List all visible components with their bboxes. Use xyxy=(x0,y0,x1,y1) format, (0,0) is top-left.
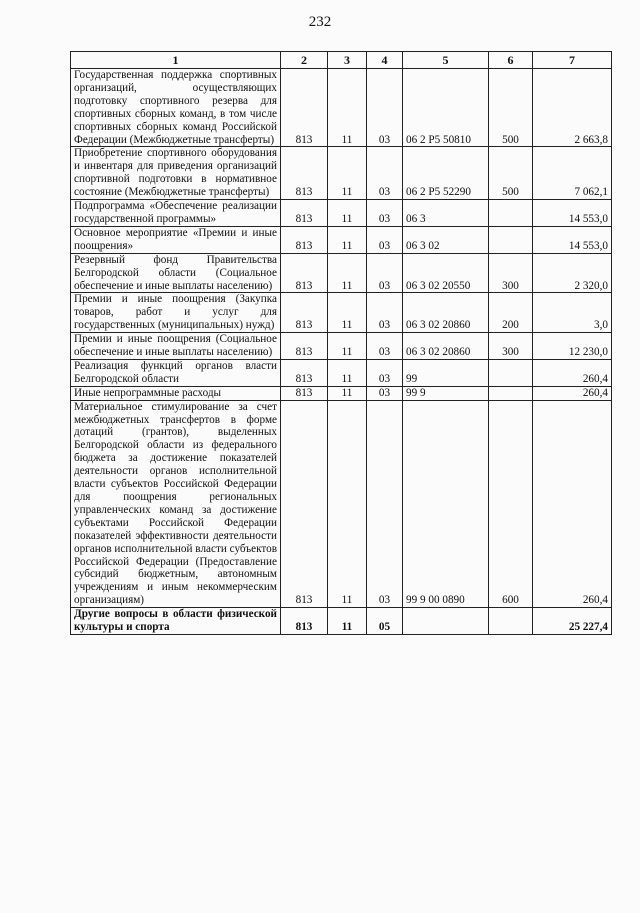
row-department-code: 813 xyxy=(281,69,328,147)
row-department-code: 813 xyxy=(281,400,328,608)
row-target-article: 99 9 xyxy=(403,386,489,400)
row-subsection-code: 03 xyxy=(367,200,403,227)
table-body xyxy=(71,69,612,635)
table-row xyxy=(71,293,612,333)
row-section-code: 11 xyxy=(328,386,367,400)
row-expense-type: 600 xyxy=(489,400,533,608)
row-subsection-code: 03 xyxy=(367,293,403,333)
row-expense-type xyxy=(489,608,533,635)
row-department-code: 813 xyxy=(281,200,328,227)
row-target-article: 06 3 02 20550 xyxy=(403,253,489,293)
row-description: Другие вопросы в области физической культуры и спорта xyxy=(71,608,281,635)
column-header-3: 3 xyxy=(328,52,367,69)
row-amount: 3,0 xyxy=(533,293,612,333)
table-row xyxy=(71,69,612,147)
table-row xyxy=(71,147,612,200)
row-amount: 260,4 xyxy=(533,359,612,386)
row-amount: 25 227,4 xyxy=(533,608,612,635)
row-description: Подпрограмма «Обеспечение реализации государственной программы» xyxy=(71,200,281,227)
row-expense-type xyxy=(489,226,533,253)
row-department-code: 813 xyxy=(281,226,328,253)
row-subsection-code: 03 xyxy=(367,359,403,386)
row-subsection-code: 03 xyxy=(367,400,403,608)
row-section-code: 11 xyxy=(328,400,367,608)
row-target-article: 06 3 02 20860 xyxy=(403,293,489,333)
table-row xyxy=(71,253,612,293)
column-header-4: 4 xyxy=(367,52,403,69)
row-expense-type: 300 xyxy=(489,333,533,360)
table-row xyxy=(71,200,612,227)
row-amount: 14 553,0 xyxy=(533,200,612,227)
row-amount: 260,4 xyxy=(533,400,612,608)
column-header-7: 7 xyxy=(533,52,612,69)
table-row xyxy=(71,333,612,360)
row-description: Реализация функций органов власти Белгородской области xyxy=(71,359,281,386)
row-section-code: 11 xyxy=(328,293,367,333)
row-description: Государственная поддержка спортивных организаций, осуществляющих подготовку спортивного резерва для спортивных сборных команд, в том числе спортивных сборных команд Российской Федерации (Межбюджетные трансферты) xyxy=(71,69,281,147)
row-expense-type: 500 xyxy=(489,69,533,147)
row-section-code: 11 xyxy=(328,608,367,635)
row-expense-type: 300 xyxy=(489,253,533,293)
row-subsection-code: 03 xyxy=(367,333,403,360)
row-section-code: 11 xyxy=(328,226,367,253)
row-subsection-code: 05 xyxy=(367,608,403,635)
row-department-code: 813 xyxy=(281,293,328,333)
table-header-row xyxy=(71,52,612,69)
row-department-code: 813 xyxy=(281,147,328,200)
row-target-article xyxy=(403,608,489,635)
row-amount: 260,4 xyxy=(533,386,612,400)
column-header-6: 6 xyxy=(489,52,533,69)
row-amount: 12 230,0 xyxy=(533,333,612,360)
table-row xyxy=(71,400,612,608)
row-amount: 7 062,1 xyxy=(533,147,612,200)
row-description: Основное мероприятие «Премии и иные поощрения» xyxy=(71,226,281,253)
row-subsection-code: 03 xyxy=(367,253,403,293)
budget-table xyxy=(70,51,612,635)
row-subsection-code: 03 xyxy=(367,147,403,200)
row-section-code: 11 xyxy=(328,359,367,386)
row-description: Резервный фонд Правительства Белгородской области (Социальное обеспечение и иные выплаты населению) xyxy=(71,253,281,293)
row-department-code: 813 xyxy=(281,359,328,386)
row-section-code: 11 xyxy=(328,200,367,227)
row-target-article: 06 2 Р5 52290 xyxy=(403,147,489,200)
row-expense-type xyxy=(489,359,533,386)
row-description: Иные непрограммные расходы xyxy=(71,386,281,400)
row-amount: 2 320,0 xyxy=(533,253,612,293)
row-section-code: 11 xyxy=(328,69,367,147)
row-amount: 14 553,0 xyxy=(533,226,612,253)
row-expense-type: 500 xyxy=(489,147,533,200)
row-section-code: 11 xyxy=(328,147,367,200)
row-expense-type: 200 xyxy=(489,293,533,333)
row-subsection-code: 03 xyxy=(367,386,403,400)
row-subsection-code: 03 xyxy=(367,69,403,147)
row-expense-type xyxy=(489,386,533,400)
row-subsection-code: 03 xyxy=(367,226,403,253)
table-row xyxy=(71,359,612,386)
row-target-article: 06 3 xyxy=(403,200,489,227)
row-department-code: 813 xyxy=(281,386,328,400)
table-row xyxy=(71,608,612,635)
row-amount: 2 663,8 xyxy=(533,69,612,147)
row-description: Приобретение спортивного оборудования и инвентаря для приведения организаций спортивной подготовки в нормативное состояние (Межбюджетные трансферты) xyxy=(71,147,281,200)
row-description: Материальное стимулирование за счет межбюджетных трансфертов в форме дотаций (грантов), выделенных Белгородской области из федерального бюджета за достижение показателей деятельности органов исполнительной власти субъектов Российской Федерации для поощрения региональных управленческих команд за достижение субъектами Российской Федерации показателей эффективности деятельности органов исполнительной власти субъектов Российской Федерации (Предоставление субсидий бюджетным, автономным учреждениям и иным некоммерческим организациям) xyxy=(71,400,281,608)
row-department-code: 813 xyxy=(281,333,328,360)
row-target-article: 06 2 Р5 50810 xyxy=(403,69,489,147)
row-target-article: 99 xyxy=(403,359,489,386)
row-department-code: 813 xyxy=(281,608,328,635)
row-expense-type xyxy=(489,200,533,227)
page-number: 232 xyxy=(308,14,332,30)
row-target-article: 06 3 02 20860 xyxy=(403,333,489,360)
row-target-article: 06 3 02 xyxy=(403,226,489,253)
row-department-code: 813 xyxy=(281,253,328,293)
column-header-5: 5 xyxy=(403,52,489,69)
row-description: Премии и иные поощрения (Социальное обеспечение и иные выплаты населению) xyxy=(71,333,281,360)
column-header-2: 2 xyxy=(281,52,328,69)
row-section-code: 11 xyxy=(328,333,367,360)
row-target-article: 99 9 00 0890 xyxy=(403,400,489,608)
table-row xyxy=(71,386,612,400)
row-section-code: 11 xyxy=(328,253,367,293)
row-description: Премии и иные поощрения (Закупка товаров, работ и услуг для государственных (муниципальных) нужд) xyxy=(71,293,281,333)
table-row xyxy=(71,226,612,253)
column-header-1: 1 xyxy=(71,52,281,69)
